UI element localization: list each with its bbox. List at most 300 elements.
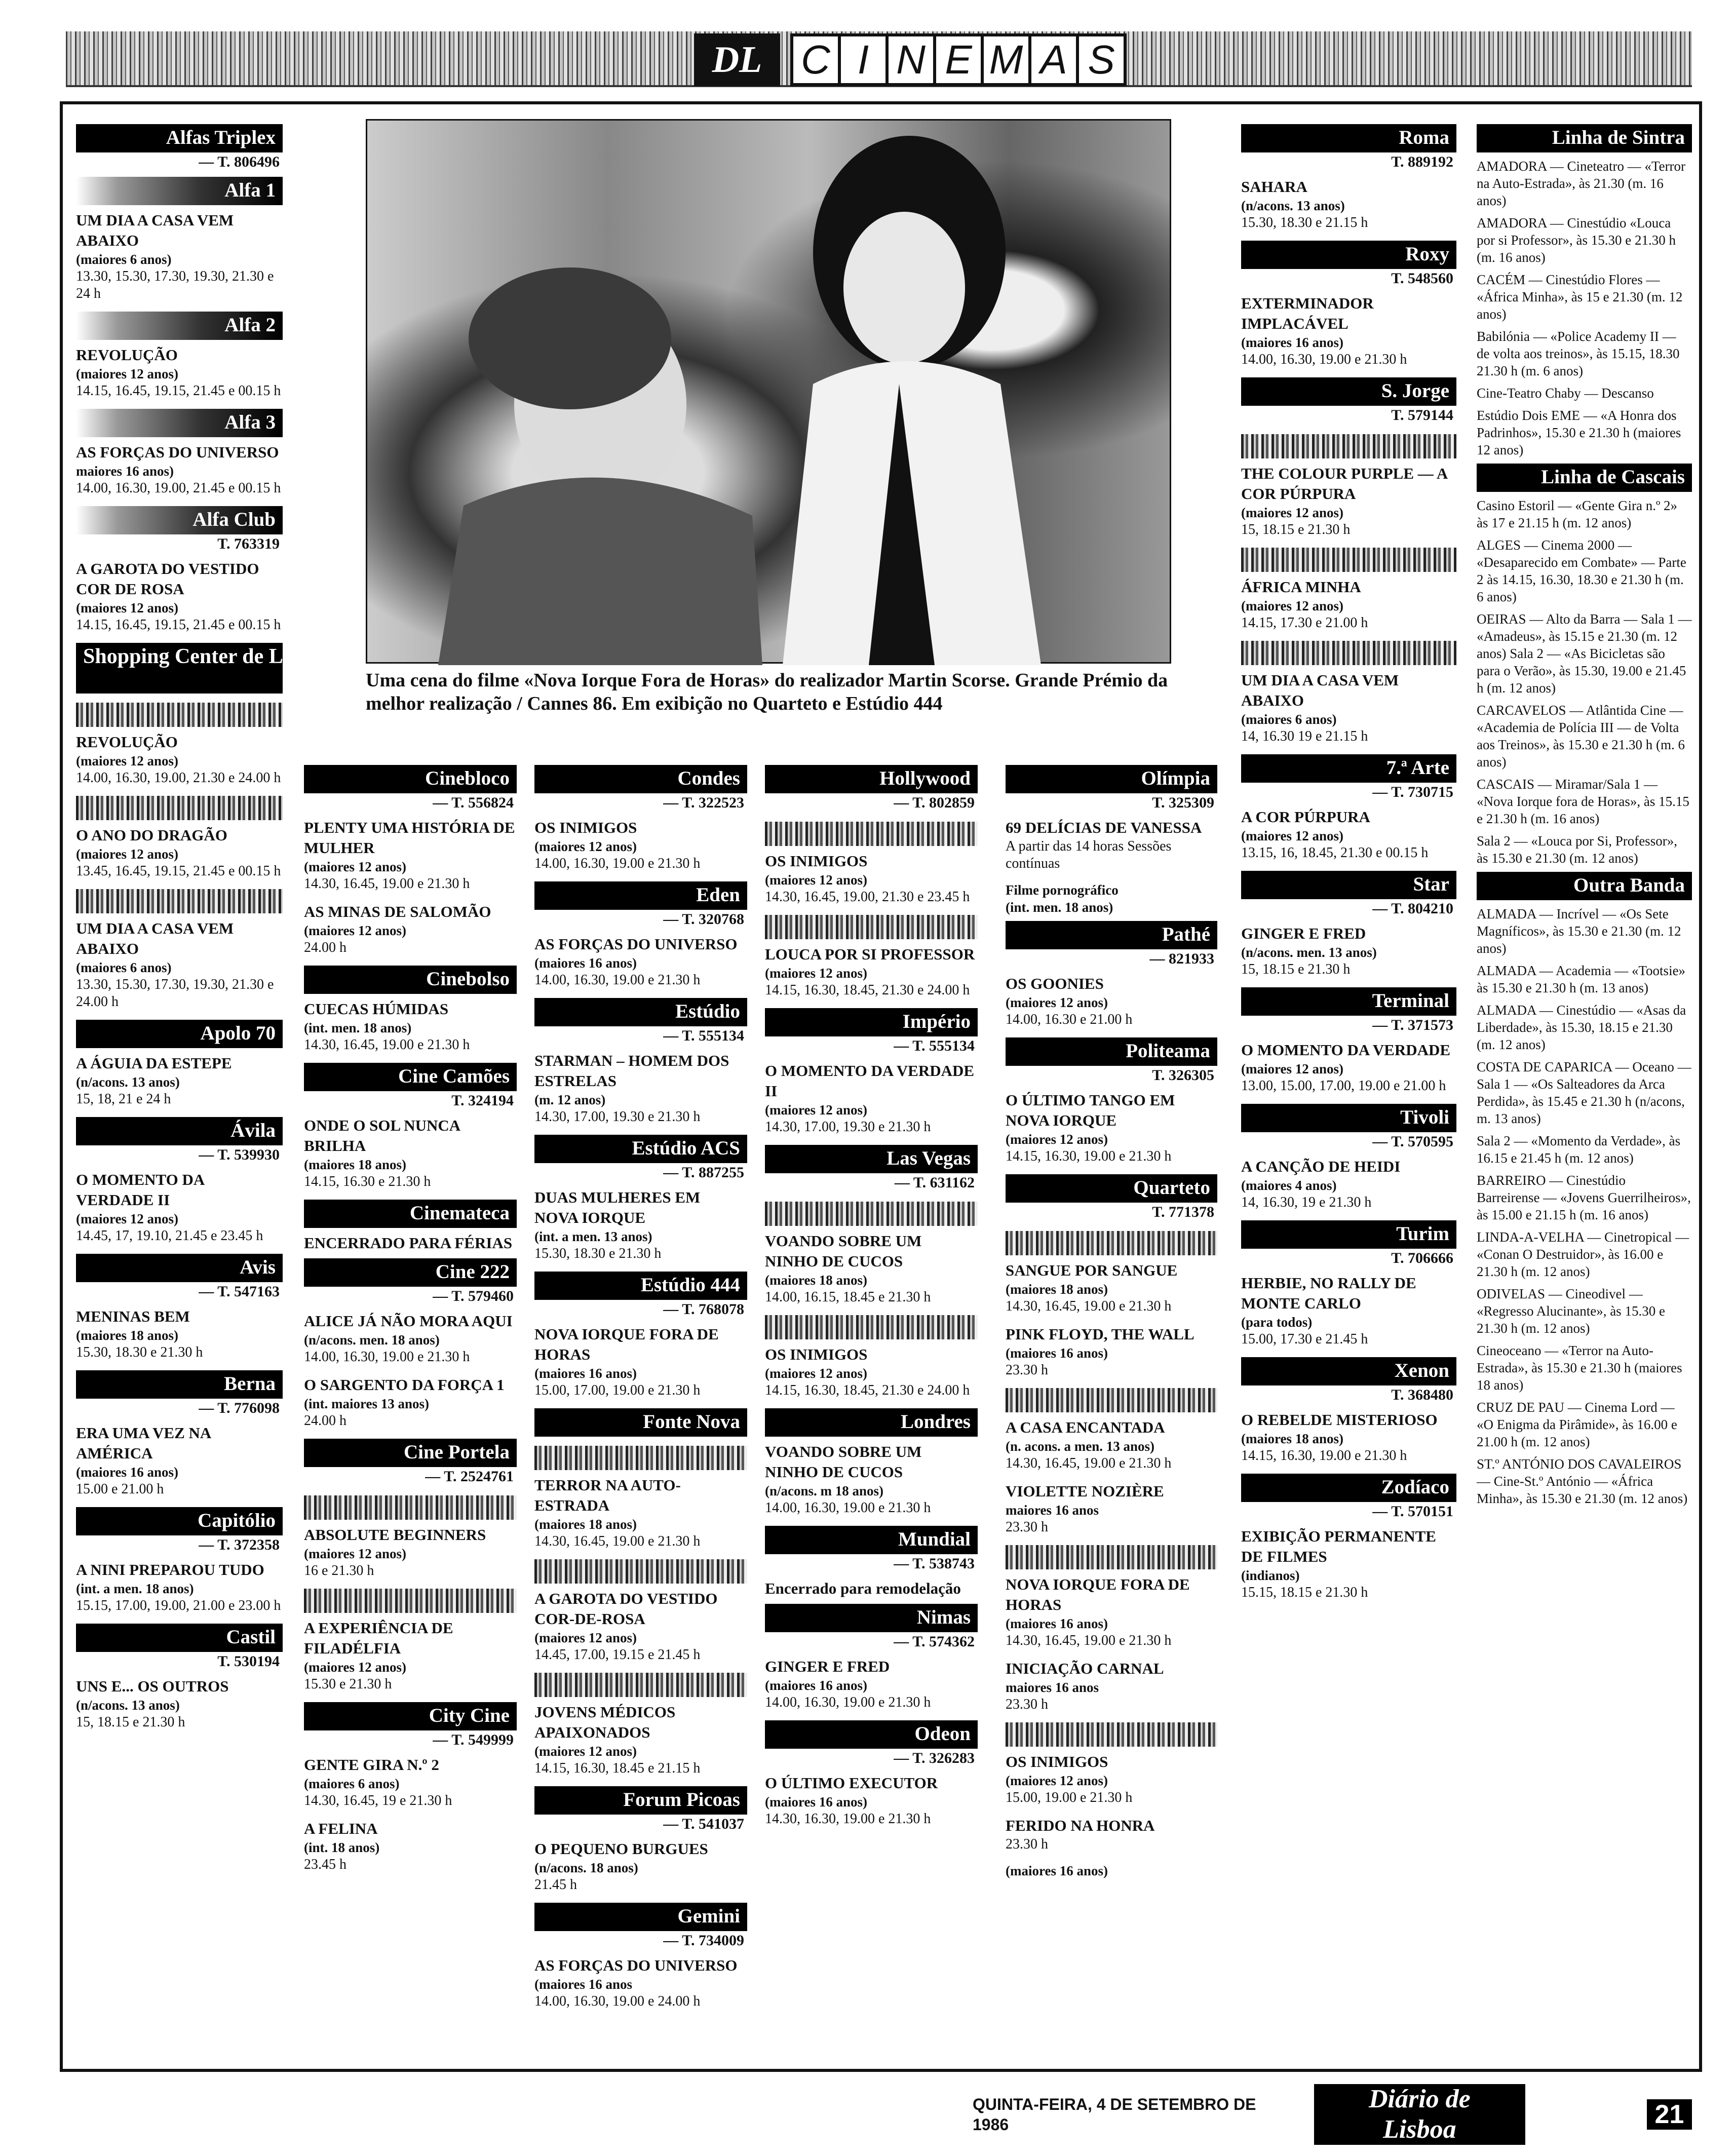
showtimes: 14.15, 17.30 e 21.00 h bbox=[1241, 615, 1368, 631]
showtimes: 13.15, 16, 18.45, 21.30 e 00.15 h bbox=[1241, 845, 1429, 861]
suburban-listing: ALMADA — Cinestúdio — «Asas da Liberdade», às 15.30, 18.15 e 21.30 (m. 12 anos) bbox=[1477, 1003, 1686, 1052]
phone-number: — T. 570151 bbox=[1372, 1503, 1453, 1520]
showtimes: 14.30, 16.45, 19.00 e 21.30 h bbox=[304, 1037, 470, 1053]
age-rating: (maiores 16 anos) bbox=[1241, 335, 1343, 350]
phone-number: — T. 579460 bbox=[433, 1288, 514, 1304]
cinema-header: Alfa Club bbox=[76, 506, 283, 534]
film-title: O MOMENTO DA VERDADE II bbox=[76, 1171, 204, 1209]
cinema-header: Zodíaco bbox=[1241, 1474, 1456, 1502]
age-rating: (maiores 12 anos) bbox=[76, 753, 178, 768]
phone-number: T. 889192 bbox=[1391, 153, 1453, 170]
cinema-header: Las Vegas bbox=[765, 1145, 978, 1173]
age-rating: (maiores 12 anos) bbox=[534, 1630, 637, 1645]
age-rating: (maiores 16 anos) bbox=[534, 1366, 637, 1381]
age-rating: (maiores 16 anos) bbox=[1006, 1345, 1108, 1361]
showtimes: 14.00, 16.30, 19.00, 21.30 e 24.00 h bbox=[76, 770, 281, 786]
film-title: JOVENS MÉDICOS APAIXONADOS bbox=[534, 1703, 676, 1741]
film-title: A GAROTA DO VESTIDO COR DE ROSA bbox=[76, 560, 259, 598]
phone-number: — T. 556824 bbox=[433, 794, 514, 811]
showtimes: 23.30 h bbox=[1006, 1836, 1048, 1852]
section-letter: M bbox=[981, 33, 1031, 86]
showtimes: 15.30, 18.30 e 21.30 h bbox=[534, 1246, 662, 1261]
film-title: UM DIA A CASA VEM ABAIXO bbox=[76, 919, 234, 957]
film-title: ERA UMA VEZ NA AMÉRICA bbox=[76, 1424, 211, 1462]
showtimes: 14.15, 16.30, 19.00 e 21.30 h bbox=[1241, 1448, 1407, 1464]
suburban-listing: Sala 2 — «Louca por Si, Professor», às 15.30 e 21.30 (m. 12 anos) bbox=[1477, 833, 1677, 866]
age-rating: (maiores 12 anos) bbox=[1241, 828, 1343, 843]
showtimes: 13.45, 16.45, 19.15, 21.45 e 00.15 h bbox=[76, 863, 281, 879]
film-title: O MOMENTO DA VERDADE II bbox=[765, 1062, 975, 1100]
phone-number: T. 771378 bbox=[1152, 1204, 1214, 1220]
cinema-header: Estúdio 444 bbox=[534, 1272, 747, 1300]
section-letter: N bbox=[885, 33, 936, 86]
suburban-listing: ALGES — Cinema 2000 — «Desaparecido em Combate» — Parte 2 às 14.15, 16.30, 18.30 e 21.30 h (m. 6 anos) bbox=[1477, 537, 1686, 604]
film-title: A CANÇÃO DE HEIDI bbox=[1241, 1158, 1401, 1175]
film-title: O REBELDE MISTERIOSO bbox=[1241, 1411, 1438, 1429]
age-rating: (maiores 12 anos) bbox=[76, 1211, 178, 1226]
phone-number: T. 368480 bbox=[1391, 1387, 1453, 1403]
cinema-header: Império bbox=[765, 1008, 978, 1036]
showtimes: 14.00, 16.30, 19.00, 21.45 e 00.15 h bbox=[76, 480, 281, 496]
cinema-header bbox=[1241, 548, 1456, 572]
showtimes: 14.30, 16.45, 19 e 21.30 h bbox=[304, 1793, 452, 1808]
cinema-header: Cinebolso bbox=[304, 966, 517, 994]
age-rating: (maiores 12 anos) bbox=[534, 1744, 637, 1759]
suburban-listing: ALMADA — Academia — «Tootsie» às 15.30 e 21.30 h (m. 13 anos) bbox=[1477, 963, 1686, 995]
phone-number: — T. 555134 bbox=[894, 1037, 975, 1054]
film-title: UM DIA A CASA VEM ABAIXO bbox=[1241, 671, 1399, 709]
newspaper-name: Diário de Lisboa bbox=[1314, 2084, 1525, 2145]
phone-number: — T. 776098 bbox=[199, 1400, 280, 1416]
phone-number: — T. 806496 bbox=[199, 153, 280, 170]
film-title: GINGER E FRED bbox=[765, 1658, 890, 1675]
phone-number: — T. 887255 bbox=[663, 1164, 744, 1181]
phone-number: — T. 555134 bbox=[663, 1027, 744, 1044]
suburban-listing: CASCAIS — Miramar/Sala 1 — «Nova Iorque fora de Horas», às 15.15 e 21.30 h (m. 16 anos) bbox=[1477, 777, 1689, 826]
cinema-header bbox=[76, 796, 283, 820]
phone-number: — T. 734009 bbox=[663, 1932, 744, 1949]
cinema-header: Estúdio bbox=[534, 998, 747, 1026]
cinema-header: Nimas bbox=[765, 1604, 978, 1632]
phone-number: — T. 631162 bbox=[894, 1174, 975, 1191]
cinema-header: Linha de Sintra bbox=[1477, 124, 1692, 152]
cinema-header: Turim bbox=[1241, 1220, 1456, 1249]
film-title: TERROR NA AUTO-ESTRADA bbox=[534, 1476, 681, 1514]
cinema-header: Berna bbox=[76, 1370, 283, 1399]
age-rating: (maiores 12 anos) bbox=[1241, 598, 1343, 613]
section-title bbox=[790, 33, 1124, 86]
showtimes: 14.00, 16.15, 18.45 e 21.30 h bbox=[765, 1289, 931, 1305]
age-rating: (maiores 4 anos) bbox=[1241, 1178, 1337, 1193]
column-7 bbox=[1477, 119, 1692, 1507]
age-rating: (maiores 12 anos) bbox=[304, 1546, 406, 1561]
film-title: 69 DELÍCIAS DE VANESSA bbox=[1006, 819, 1202, 836]
age-rating: (para todos) bbox=[1241, 1315, 1313, 1330]
suburban-listing: CACÉM — Cinestúdio Flores — «África Minha», às 15 e 21.30 (m. 12 anos) bbox=[1477, 272, 1683, 322]
showtimes: 14.30, 16.45, 19.00 e 21.30 h bbox=[1006, 1298, 1172, 1314]
showtimes: A partir das 14 horas Sessões contínuas bbox=[1006, 838, 1172, 871]
age-rating: (int. 18 anos) bbox=[304, 1840, 380, 1855]
film-title: LOUCA POR SI PROFESSOR bbox=[765, 945, 975, 963]
phone-number: — T. 322523 bbox=[663, 794, 744, 811]
showtimes: 14.00, 16.30, 19.00 e 21.30 h bbox=[765, 1695, 931, 1710]
phone-number: T. 324194 bbox=[451, 1092, 514, 1109]
cinema-header bbox=[1241, 641, 1456, 665]
issue-date: QUINTA-FEIRA, 4 DE SETEMBRO DE 1986 bbox=[973, 2095, 1256, 2134]
cinema-header: Capitólio bbox=[76, 1507, 283, 1535]
showtimes: 13.30, 15.30, 17.30, 19.30, 21.30 e 24 h bbox=[76, 268, 274, 301]
photo-caption: Uma cena do filme «Nova Iorque Fora de Horas» do realizador Martin Scorse. Grande Prémio da melhor realização / Cannes 86. Em exibição no Quarteto e Estúdio 444 bbox=[366, 670, 1168, 714]
cinema-header: Terminal bbox=[1241, 987, 1456, 1016]
cinema-header: Odeon bbox=[765, 1720, 978, 1749]
cinema-header bbox=[1006, 1545, 1217, 1569]
showtimes: 15.30, 18.30 e 21.15 h bbox=[1241, 215, 1368, 230]
cinema-header bbox=[1006, 1722, 1217, 1747]
suburban-listing: Estúdio Dois EME — «A Honra dos Padrinhos», 15.30 e 21.30 h (maiores 12 anos) bbox=[1477, 408, 1681, 457]
cinema-header: Gemini bbox=[534, 1903, 747, 1931]
phone-number: T. 706666 bbox=[1391, 1250, 1453, 1266]
suburban-listing: BARREIRO — Cinestúdio Barreirense — «Jovens Guerrilheiros», às 15.00 e 21.15 h (m. 16 anos) bbox=[1477, 1173, 1691, 1222]
age-rating: (maiores 16 anos bbox=[534, 1977, 632, 1992]
phone-number: — T. 804210 bbox=[1372, 900, 1453, 917]
film-title: AS FORÇAS DO UNIVERSO bbox=[534, 1956, 738, 1974]
showtimes: 23.30 h bbox=[1006, 1362, 1048, 1378]
age-rating: (maiores 12 anos) bbox=[304, 923, 406, 938]
showtimes: 15.00 e 21.00 h bbox=[76, 1481, 164, 1497]
age-rating: (maiores 16 anos) bbox=[1006, 1863, 1108, 1878]
cinema-header: Shopping Center de Lisboa bbox=[76, 643, 283, 694]
film-title: O ÚLTIMO TANGO EM NOVA IORQUE bbox=[1006, 1091, 1175, 1129]
film-title: SANGUE POR SANGUE bbox=[1006, 1261, 1178, 1279]
film-title: AS MINAS DE SALOMÃO bbox=[304, 903, 491, 920]
age-rating: (int. maiores 13 anos) bbox=[304, 1396, 429, 1411]
phone-number: — T. 768078 bbox=[663, 1301, 744, 1318]
showtimes: 14.00, 16.30, 19.00 e 21.30 h bbox=[534, 972, 701, 988]
film-title: OS INIMIGOS bbox=[1006, 1753, 1108, 1770]
showtimes: 24.00 h bbox=[304, 940, 346, 955]
film-title: NOVA IORQUE FORA DE HORAS bbox=[1006, 1575, 1190, 1613]
page-footer bbox=[973, 2085, 1692, 2144]
showtimes: 14.00, 16.30, 19.00 e 21.30 h bbox=[1241, 352, 1407, 367]
showtimes: 14.00, 16.30, 19.00 e 21.30 h bbox=[304, 1349, 470, 1365]
film-title: A FELINA bbox=[304, 1820, 378, 1837]
cinema-header: Ávila bbox=[76, 1117, 283, 1145]
age-rating: (maiores 12 anos) bbox=[534, 839, 637, 854]
showtimes: 14.45, 17.00, 19.15 e 21.45 h bbox=[534, 1647, 701, 1663]
section-letter: E bbox=[933, 33, 984, 86]
phone-number: — T. 541037 bbox=[663, 1816, 744, 1832]
phone-number: T. 579144 bbox=[1391, 407, 1453, 423]
section-letter: I bbox=[838, 33, 889, 86]
age-rating: (maiores 18 anos) bbox=[1241, 1431, 1343, 1446]
cinema-header: Estúdio ACS bbox=[534, 1135, 747, 1163]
film-title: O PEQUENO BURGUES bbox=[534, 1840, 708, 1858]
suburban-listing: ODIVELAS — Cineodivel — «Regresso Alucinante», às 15.30 e 21.30 h (m. 12 anos) bbox=[1477, 1286, 1665, 1336]
film-title: UNS E... OS OUTROS bbox=[76, 1677, 229, 1695]
film-title: O ANO DO DRAGÃO bbox=[76, 826, 227, 844]
showtimes: 15.15, 18.15 e 21.30 h bbox=[1241, 1585, 1368, 1600]
cinema-header: Roxy bbox=[1241, 241, 1456, 269]
age-rating: maiores 16 anos bbox=[1006, 1680, 1099, 1695]
cinema-header: Forum Picoas bbox=[534, 1786, 747, 1815]
age-rating: (maiores 12 anos) bbox=[1241, 505, 1343, 520]
cinema-header: Alfas Triplex bbox=[76, 124, 283, 152]
age-rating: (n/acons. men. 18 anos) bbox=[304, 1332, 440, 1348]
film-title: STARMAN – HOMEM DOS ESTRELAS bbox=[534, 1052, 729, 1090]
suburban-listing: Sala 2 — «Momento da Verdade», às 16.15 e 21.45 h (m. 12 anos) bbox=[1477, 1133, 1681, 1166]
cinema-header bbox=[765, 1315, 978, 1339]
age-rating: (n/acons. 13 anos) bbox=[76, 1698, 180, 1713]
phone-number: — T. 549999 bbox=[433, 1731, 514, 1748]
age-rating: (n/acons. 13 anos) bbox=[76, 1074, 180, 1090]
showtimes: 14.15, 16.30, 19.00 e 21.30 h bbox=[1006, 1148, 1172, 1164]
phone-number: — T. 539930 bbox=[199, 1146, 280, 1163]
cinema-header bbox=[76, 703, 283, 727]
column-5 bbox=[1006, 760, 1217, 1879]
showtimes: 15.00, 17.30 e 21.45 h bbox=[1241, 1331, 1368, 1347]
showtimes: 15.30, 18.30 e 21.30 h bbox=[76, 1344, 203, 1360]
showtimes: 14.15, 16.30, 18.45, 21.30 e 24.00 h bbox=[765, 982, 970, 998]
showtimes: 14, 16.30 19 e 21.15 h bbox=[1241, 728, 1368, 744]
column-2 bbox=[304, 760, 517, 1882]
phone-number: — T. 547163 bbox=[199, 1283, 280, 1300]
cinema-header: Olímpia bbox=[1006, 765, 1217, 793]
film-title: MENINAS BEM bbox=[76, 1307, 190, 1325]
suburban-listing: CRUZ DE PAU — Cinema Lord — «O Enigma da Pirâmide», às 16.00 e 21.00 h (m. 12 anos) bbox=[1477, 1400, 1677, 1449]
showtimes: 13.00, 15.00, 17.00, 19.00 e 21.00 h bbox=[1241, 1078, 1446, 1094]
film-title: ABSOLUTE BEGINNERS bbox=[304, 1526, 486, 1544]
page-number: 21 bbox=[1647, 2099, 1692, 2130]
phone-number: — 821933 bbox=[1149, 950, 1214, 967]
film-title: PLENTY UMA HISTÓRIA DE MULHER bbox=[304, 819, 515, 857]
cinema-header bbox=[765, 822, 978, 846]
cinema-header bbox=[1006, 1388, 1217, 1412]
film-title: REVOLUÇÃO bbox=[76, 733, 178, 751]
cinema-header bbox=[76, 889, 283, 913]
age-rating: (int. a men. 13 anos) bbox=[534, 1229, 652, 1244]
suburban-listing: LINDA-A-VELHA — Cinetropical — «Conan O Destruidor», às 16.00 e 21.30 h (m. 12 anos) bbox=[1477, 1229, 1689, 1279]
age-rating: (maiores 12 anos) bbox=[76, 846, 178, 862]
film-title: ÁFRICA MINHA bbox=[1241, 578, 1361, 596]
film-title: ALICE JÁ NÃO MORA AQUI bbox=[304, 1312, 513, 1330]
age-rating: (n/acons. 18 anos) bbox=[534, 1860, 638, 1875]
film-title: ENCERRADO PARA FÉRIAS bbox=[304, 1234, 513, 1252]
showtimes: 14.00, 16.30, 19.00 e 24.00 h bbox=[534, 1993, 701, 2009]
film-title: A NINI PREPAROU TUDO bbox=[76, 1561, 264, 1578]
cinema-header bbox=[534, 1446, 747, 1470]
showtimes: 15.15, 17.00, 19.00, 21.00 e 23.00 h bbox=[76, 1598, 281, 1613]
film-title: O MOMENTO DA VERDADE bbox=[1241, 1041, 1451, 1059]
cinema-header: Hollywood bbox=[765, 765, 978, 793]
showtimes: 14.15, 16.30, 18.45 e 21.15 h bbox=[534, 1760, 701, 1776]
column-4 bbox=[765, 760, 978, 1837]
cinema-header: Pathé bbox=[1006, 921, 1217, 949]
film-title: UM DIA A CASA VEM ABAIXO bbox=[76, 211, 234, 249]
showtimes: 14.30, 16.45, 19.00 e 21.30 h bbox=[1006, 1455, 1172, 1471]
age-rating: (maiores 6 anos) bbox=[304, 1776, 400, 1791]
cinema-header: 7.ª Arte bbox=[1241, 754, 1456, 783]
cinema-header: Mundial bbox=[765, 1526, 978, 1554]
showtimes: 15.00, 19.00 e 21.30 h bbox=[1006, 1790, 1133, 1805]
age-rating: (maiores 12 anos) bbox=[304, 1660, 406, 1675]
showtimes: 14.15, 16.30 e 21.30 h bbox=[304, 1174, 431, 1189]
section-letter: S bbox=[1076, 33, 1127, 86]
showtimes: 14.15, 16.30, 18.45, 21.30 e 24.00 h bbox=[765, 1382, 970, 1398]
cinema-header: Xenon bbox=[1241, 1357, 1456, 1385]
film-title: REVOLUÇÃO bbox=[76, 346, 178, 364]
showtimes: 23.45 h bbox=[304, 1857, 346, 1872]
showtimes: 13.30, 15.30, 17.30, 19.30, 21.30 e 24.00 h bbox=[76, 977, 274, 1010]
cinema-header: Eden bbox=[534, 881, 747, 910]
showtimes: 15, 18.15 e 21.30 h bbox=[1241, 522, 1351, 537]
cinema-header bbox=[534, 1673, 747, 1697]
film-title: EXIBIÇÃO PERMANENTE DE FILMES bbox=[1241, 1527, 1436, 1565]
age-rating: (n/acons. men. 13 anos) bbox=[1241, 945, 1377, 960]
film-title: DUAS MULHERES EM NOVA IORQUE bbox=[534, 1188, 701, 1226]
suburban-listing: Babilónia — «Police Academy II — de volta aos treinos», às 15.15, 18.30 21.30 h (m. 6 anos) bbox=[1477, 329, 1680, 378]
showtimes: 14.00, 16.30 e 21.00 h bbox=[1006, 1012, 1133, 1027]
suburban-listing: AMADORA — Cinestúdio «Louca por si Professor», às 15.30 e 21.30 h (m. 16 anos) bbox=[1477, 215, 1676, 265]
age-rating: (maiores 12 anos) bbox=[765, 872, 867, 888]
film-title: CUECAS HÚMIDAS bbox=[304, 1000, 449, 1018]
phone-number: — T. 320768 bbox=[663, 911, 744, 928]
column-1 bbox=[76, 119, 331, 1740]
age-rating: (maiores 12 anos) bbox=[76, 366, 178, 381]
film-title: PINK FLOYD, THE WALL bbox=[1006, 1325, 1194, 1343]
showtimes: 16 e 21.30 h bbox=[304, 1563, 374, 1578]
cinema-header: Roma bbox=[1241, 124, 1456, 152]
cinema-header: Politeama bbox=[1006, 1037, 1217, 1066]
phone-number: T. 548560 bbox=[1391, 270, 1453, 287]
age-rating: Filme pornográfico bbox=[1006, 882, 1119, 898]
cinema-header: Avis bbox=[76, 1254, 283, 1282]
age-rating: (maiores 18 anos) bbox=[765, 1273, 867, 1288]
showtimes: 15.00, 17.00, 19.00 e 21.30 h bbox=[534, 1382, 701, 1398]
suburban-listing: OEIRAS — Alto da Barra — Sala 1 — «Amadeus», às 15.15 e 21.30 (m. 12 anos) Sala 2 — «As Bicicletas são para o Verão», às 15.30, 19.00 e 21.45 h (m. 12 anos) bbox=[1477, 611, 1692, 696]
age-rating: (maiores 12 anos) bbox=[1006, 1773, 1108, 1788]
age-rating: (maiores 6 anos) bbox=[1241, 712, 1337, 727]
cinema-header: Alfa 2 bbox=[76, 312, 283, 340]
showtimes: 14.00, 16.30, 19.00 e 21.30 h bbox=[534, 856, 701, 871]
film-title: VOANDO SOBRE UM NINHO DE CUCOS bbox=[765, 1232, 922, 1270]
cinema-header: Tivoli bbox=[1241, 1104, 1456, 1132]
showtimes: 15, 18.15 e 21.30 h bbox=[1241, 961, 1351, 977]
age-rating: (int. men. 18 anos) bbox=[1006, 900, 1113, 915]
showtimes: 14.30, 17.00, 19.30 e 21.30 h bbox=[765, 1119, 931, 1135]
age-rating: (maiores 12 anos) bbox=[765, 1102, 867, 1118]
showtimes: 14.30, 16.45, 19.00, 21.30 e 23.45 h bbox=[765, 889, 970, 905]
film-title: OS INIMIGOS bbox=[534, 819, 637, 836]
cinema-header: Alfa 3 bbox=[76, 409, 283, 437]
age-rating: (maiores 18 anos) bbox=[304, 1157, 406, 1172]
cinema-header: City Cine bbox=[304, 1702, 517, 1730]
cinema-header bbox=[765, 915, 978, 939]
age-rating: (maiores 16 anos) bbox=[765, 1678, 867, 1693]
film-title: A CASA ENCANTADA bbox=[1006, 1418, 1165, 1436]
showtimes: 14.15, 16.45, 19.15, 21.45 e 00.15 h bbox=[76, 617, 281, 633]
film-title: VOANDO SOBRE UM NINHO DE CUCOS bbox=[765, 1443, 922, 1481]
film-title: FERIDO NA HONRA bbox=[1006, 1817, 1155, 1834]
phone-number: — T. 574362 bbox=[894, 1633, 975, 1650]
cinema-header: Cine Portela bbox=[304, 1439, 517, 1467]
cinema-header: Cinemateca bbox=[304, 1200, 517, 1228]
film-title: THE COLOUR PURPLE — A COR PÚRPURA bbox=[1241, 465, 1447, 503]
showtimes: 21.45 h bbox=[534, 1877, 577, 1893]
age-rating: (maiores 16 anos) bbox=[76, 1465, 178, 1480]
film-still-figures bbox=[367, 121, 1173, 665]
age-rating: (maiores 16 anos) bbox=[765, 1794, 867, 1809]
age-rating: (maiores 12 anos) bbox=[1006, 1132, 1108, 1147]
film-title: VIOLETTE NOZIÈRE bbox=[1006, 1482, 1164, 1500]
age-rating: (maiores 16 anos) bbox=[534, 955, 637, 971]
cinema-header bbox=[304, 1495, 517, 1520]
film-title: O ÚLTIMO EXECUTOR bbox=[765, 1774, 938, 1792]
film-title: A COR PÚRPURA bbox=[1241, 808, 1370, 826]
age-rating: (maiores 12 anos) bbox=[304, 859, 406, 874]
suburban-listing: ALMADA — Incrível — «Os Sete Magníficos», às 15.30 e 21.30 (m. 12 anos) bbox=[1477, 906, 1681, 956]
phone-number: T. 326305 bbox=[1152, 1067, 1214, 1084]
column-3 bbox=[534, 760, 747, 2019]
cinema-header bbox=[534, 1559, 747, 1584]
age-rating: (int. men. 18 anos) bbox=[304, 1020, 412, 1035]
age-rating: (maiores 12 anos) bbox=[76, 600, 178, 615]
film-title: NOVA IORQUE FORA DE HORAS bbox=[534, 1325, 719, 1363]
showtimes: 23.30 h bbox=[1006, 1519, 1048, 1535]
age-rating: (int. a men. 18 anos) bbox=[76, 1581, 194, 1596]
cinema-header bbox=[1241, 434, 1456, 458]
film-title: GINGER E FRED bbox=[1241, 925, 1366, 942]
film-still-photo bbox=[366, 119, 1171, 664]
age-rating: maiores 16 anos bbox=[1006, 1503, 1099, 1518]
cinema-header bbox=[1006, 1231, 1217, 1255]
film-title: OS GOONIES bbox=[1006, 975, 1104, 992]
film-title: HERBIE, NO RALLY DE MONTE CARLO bbox=[1241, 1274, 1416, 1312]
age-rating: (maiores 12 anos) bbox=[1006, 995, 1108, 1010]
showtimes: 14.30, 17.00, 19.30 e 21.30 h bbox=[534, 1109, 701, 1125]
age-rating: (indianos) bbox=[1241, 1568, 1300, 1583]
film-title: EXTERMINADOR IMPLACÁVEL bbox=[1241, 294, 1374, 332]
film-title: GENTE GIRA N.º 2 bbox=[304, 1756, 439, 1774]
film-title: ONDE O SOL NUNCA BRILHA bbox=[304, 1116, 460, 1154]
age-rating: (n. acons. a men. 13 anos) bbox=[1006, 1439, 1155, 1454]
phone-number: — T. 371573 bbox=[1372, 1017, 1453, 1033]
cinema-header: Fonte Nova bbox=[534, 1408, 747, 1437]
cinema-header: S. Jorge bbox=[1241, 377, 1456, 406]
phone-number: — T. 538743 bbox=[894, 1555, 975, 1572]
showtimes: 14.45, 17, 19.10, 21.45 e 23.45 h bbox=[76, 1228, 263, 1244]
film-title: Encerrado para remodelação bbox=[765, 1580, 961, 1597]
phone-number: — T. 326283 bbox=[894, 1750, 975, 1766]
suburban-listing: AMADORA — Cineteatro — «Terror na Auto-Estrada», às 21.30 (m. 16 anos) bbox=[1477, 159, 1686, 208]
cinema-header bbox=[765, 1202, 978, 1226]
age-rating: maiores 16 anos) bbox=[76, 464, 174, 479]
film-title: OS INIMIGOS bbox=[765, 1345, 868, 1363]
suburban-listing: COSTA DE CAPARICA — Oceano — Sala 1 — «Os Salteadores da Arca Perdida», às 15.45 e 21.30 h (n/acons, m. 13 anos) bbox=[1477, 1059, 1691, 1126]
showtimes: 14.30, 16.45, 19.00 e 21.30 h bbox=[304, 876, 470, 892]
showtimes: 15, 18, 21 e 24 h bbox=[76, 1091, 171, 1107]
cinema-header: Linha de Cascais bbox=[1477, 464, 1692, 492]
showtimes: 14.00, 16.30, 19.00 e 21.30 h bbox=[765, 1500, 931, 1516]
phone-number: — T. 372358 bbox=[199, 1536, 280, 1553]
film-title: A EXPERIÊNCIA DE FILADÉLFIA bbox=[304, 1619, 453, 1657]
age-rating: (n/acons. 13 anos) bbox=[1241, 198, 1345, 213]
age-rating: (maiores 18 anos) bbox=[1006, 1282, 1108, 1297]
age-rating: (maiores 12 anos) bbox=[765, 966, 867, 981]
film-title: SAHARA bbox=[1241, 178, 1307, 196]
age-rating: (maiores 18 anos) bbox=[76, 1328, 178, 1343]
phone-number: — T. 570595 bbox=[1372, 1133, 1453, 1150]
showtimes: 14.30, 16.45, 19.00 e 21.30 h bbox=[1006, 1633, 1172, 1648]
